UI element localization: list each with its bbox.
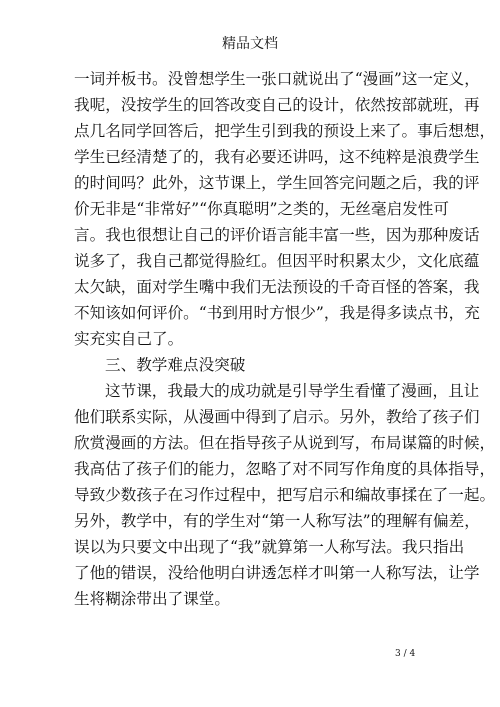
text-line: 不知该如何评价。“书到用时方恨少”，我是得多读点书，充: [74, 304, 480, 322]
text-line: 价无非是“非常好”“你真聪明”之类的，无丝毫启发性可: [74, 200, 449, 218]
text-line: 一词并板书。没曾想学生一张口就说出了“漫画”这一定义，: [74, 70, 480, 88]
text-line: 太欠缺，面对学生嘴中我们无法预设的千奇百怪的答案，我: [74, 278, 480, 296]
text-line: 另外，教学中，有的学生对“第一人称写法”的理解有偏差，: [74, 512, 480, 530]
text-line: 生将糊涂带出了课堂。: [74, 590, 230, 608]
page-header-title: 精品文档: [222, 36, 278, 52]
text-line: 误以为只要文中出现了“我”就算第一人称写法。我只指出: [74, 538, 465, 556]
text-line: 实充实自己了。: [74, 330, 184, 348]
text-line: 说多了，我自己都觉得脸红。但因平时积累太少，文化底蕴: [74, 252, 480, 270]
text-line: 学生已经清楚了的，我有必要还讲吗，这不纯粹是浪费学生: [74, 148, 480, 166]
text-line: 我呢，没按学生的回答改变自己的设计，依然按部就班，再: [74, 96, 480, 114]
text-line: 三、教学难点没突破: [105, 356, 246, 374]
text-line: 言。我也很想让自己的评价语言能丰富一些，因为那种废话: [74, 226, 480, 244]
document-body: [74, 66, 496, 612]
text-line: 我高估了孩子们的能力，忽略了对不同写作角度的具体指导，: [74, 460, 496, 478]
text-line: 了他的错误，没给他明白讲透怎样才叫第一人称写法，让学: [74, 564, 480, 582]
text-line: 的时间吗？此外，这节课上，学生回答完问题之后，我的评: [74, 174, 480, 192]
text-line: 点几名同学回答后，把学生引到我的预设上来了。事后想想，: [74, 122, 496, 140]
text-line: 这节课，我最大的成功就是引导学生看懂了漫画，且让: [105, 382, 480, 400]
page-number: 3 / 4: [395, 649, 416, 659]
text-line: 他们联系实际，从漫画中得到了启示。另外，教给了孩子们: [74, 408, 480, 426]
text-line: 导致少数孩子在习作过程中，把写启示和编故事揉在了一起。: [74, 486, 496, 504]
text-line: 欣赏漫画的方法。但在指导孩子从说到写，布局谋篇的时候，: [74, 434, 496, 452]
